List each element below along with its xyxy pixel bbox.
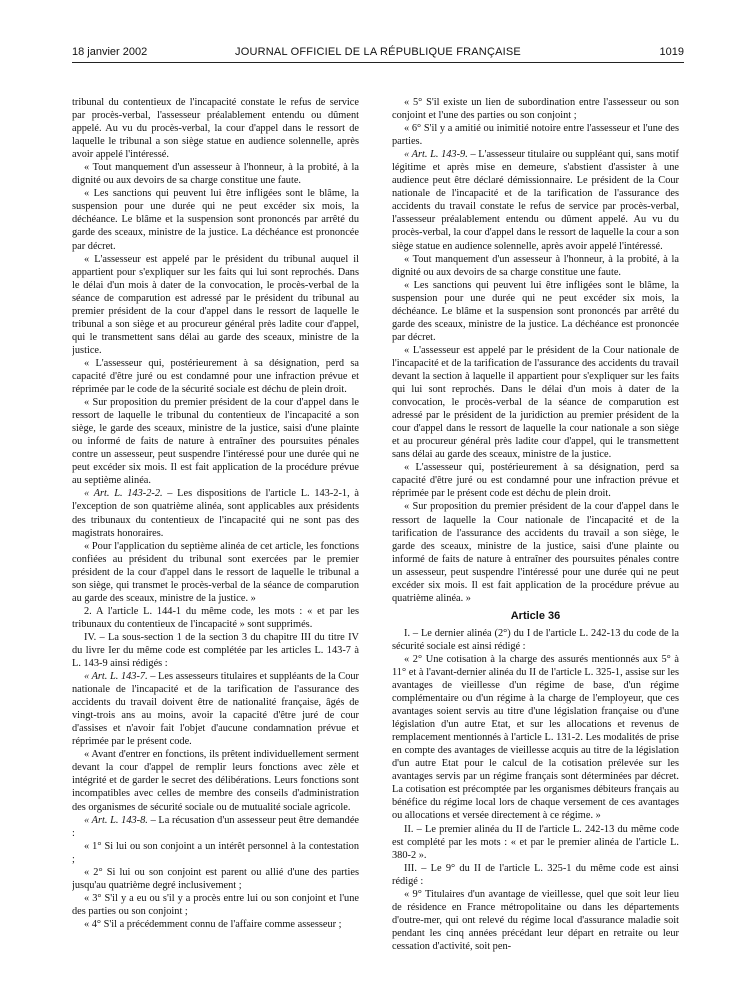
article-reference: « Art. L. 143-7.	[84, 671, 148, 683]
paragraph-text: IV. – La sous-section 1 de la section 3 du chapitre III du titre IV du livre Ier du même code est complétée par les articles L. 143-7 à L. 143-9 ainsi rédigés :	[72, 631, 359, 670]
paragraph-text: « 9° Titulaires d'un avantage de vieillesse, quel que soit leur lieu de résidence en France métropolitaine ou dans les départements d'outre-mer, qui ont relevé du régime local d'assurance maladie soit pendant les cinq années précédant leur départ en retraite ou leur cessation d'activité, soit pen-	[392, 888, 679, 952]
paragraph	[72, 161, 359, 187]
paragraph	[392, 888, 679, 953]
paragraph	[392, 823, 679, 862]
paragraph-text: – Les dispositions de l'article L. 143-2-1, à l'exception de son quatrième alinéa, sont applicables aux présidents des tribunaux du contentieux de l'incapacité qui ne sont pas des magistrats honoraires.	[72, 488, 359, 539]
paragraph	[392, 344, 679, 461]
paragraph-text: « L'assesseur est appelé par le président de la Cour nationale de l'incapacité et de la tarification de l'assurance des accidents du travail devant la section à laquelle il appartient pour s'expliquer sur les faits qui lui sont reprochés. Dans le délai d'un mois à dater de la convocation, le procès-verbal de la séance de comparution est adressé par le président de la juridiction au premier président de la cour d'appel dans le ressort de laquelle la cour nationale a son siège et au procureur général près ladite cour d'appel, qui le transmettent sans délai au garde des sceaux, ministre de la justice.	[392, 344, 679, 461]
article-reference: « Art. L. 143-2-2.	[84, 488, 163, 500]
paragraph-text: I. – Le dernier alinéa (2°) du I de l'article L. 242-13 du code de la sécurité sociale est ainsi rédigé :	[392, 627, 679, 652]
paragraph-text: « Sur proposition du premier président de la cour d'appel dans le ressort de laquelle le tribunal du contentieux de l'incapacité a son siège, le garde des sceaux, ministre de la justice, saisi d'une plainte ou informé de faits de nature à entraîner des poursuites pénales contre un assesseur, peut suspendre l'intéressé pour une durée qui ne peut excéder six mois. Il est fait application de la procédure prévue au septième alinéa.	[72, 397, 359, 487]
header-rule	[72, 62, 684, 63]
paragraph-text: tribunal du contentieux de l'incapacité constate le refus de service par procès-verbal, l'assesseur préalablement entendu ou dûment appelé. Au vu du procès-verbal, la cour d'appel dans le ressort de laquelle le tribunal a son siège statue en audience solennelle, après avoir appelé l'intéressé.	[72, 97, 359, 161]
page-header	[72, 46, 684, 62]
paragraph	[72, 814, 359, 840]
article-reference: « Art. L. 143-9.	[404, 149, 468, 161]
paragraph	[72, 748, 359, 813]
paragraph	[392, 279, 679, 344]
article-reference: « Art. L. 143-8.	[84, 814, 148, 826]
paragraph-text: « 1° Si lui ou son conjoint a un intérêt personnel à la contestation ;	[72, 840, 359, 865]
paragraph-text: « Sur proposition du premier président de la cour d'appel dans le ressort de laquelle la Cour nationale de l'incapacité et de la tarification de l'assurance des accidents du travail a son siège, le garde des sceaux, ministre de la justice, saisi d'une plainte ou informé de faits de nature à entraîner des poursuites pénales contre un assesseur, peut suspendre l'intéressé pour une durée qui ne peut excéder six mois. Il est fait application de la procédure prévue au quatrième alinéa. »	[392, 501, 679, 604]
paragraph-text: « 4° S'il a précédemment connu de l'affaire comme assesseur ;	[84, 918, 342, 930]
paragraph-text: II. – Le premier alinéa du II de l'article L. 242-13 du même code est complété par les mots : « et par le premier alinéa de l'article L. 380-2 ».	[392, 823, 679, 861]
paragraph	[72, 840, 359, 866]
paragraph	[392, 253, 679, 279]
header-date: 18 janvier 2002	[72, 46, 148, 58]
paragraph	[72, 631, 359, 670]
paragraph	[72, 605, 359, 631]
paragraph	[392, 461, 679, 500]
left-column	[72, 96, 359, 986]
paragraph-text: « Les sanctions qui peuvent lui être infligées sont le blâme, la suspension pour une durée qui ne peut excéder six mois, la déchéance. Le blâme et la suspension sont prononcés par arrêté du garde des sceaux, ministre de la justice. La déchéance est prononcée par décret.	[72, 188, 359, 252]
paragraph-text: « Tout manquement d'un assesseur à l'honneur, à la probité, à la dignité ou aux devoirs de sa charge constitue une faute.	[72, 162, 359, 187]
paragraph	[72, 918, 359, 931]
paragraph-text: « Pour l'application du septième alinéa de cet article, les fonctions confiées au président du tribunal sont exercées par le premier président de la cour d'appel dans le ressort de laquelle le tribunal a son siège, qui transmet le procès-verbal de la séance de comparution au garde des sceaux, ministre de la justice. »	[72, 540, 359, 604]
paragraph	[72, 253, 359, 357]
paragraph	[72, 540, 359, 605]
page-number: 1019	[659, 46, 684, 58]
paragraph	[392, 122, 679, 148]
paragraph	[72, 866, 359, 892]
paragraph-text: « L'assesseur qui, postérieurement à sa désignation, perd sa capacité d'être juré ou est condamné pour une infraction prévue et réprimée par le présent code est déchu de plein droit.	[392, 462, 679, 500]
paragraph	[392, 627, 679, 653]
paragraph-text: III. – Le 9° du II de l'article L. 325-1 du même code est ainsi rédigé :	[392, 862, 679, 887]
paragraph-text: « 2° Une cotisation à la charge des assurés mentionnés aux 5° à 11° et à l'avant-dernier alinéa du II de l'article L. 325-1, assise sur les avantages de vieillesse d'un régime de base, d'un régime complémentaire ou d'un régime à la charge de l'employeur, que ces avantages soient servis au titre d'une législation française ou d'une législation d'un autre Etat, et sur les allocations et revenus de remplacement mentionnés à l'article L. 131-2. Les modalités de prise en compte des avantages de vieillesse acquis au titre de la législation d'un autre Etat pour le calcul de la cotisation prélevée sur les avantages servis par un régime français sont déterminées par décret. La cotisation est précomptée par les organismes débiteurs français au bénéfice du régime local lors de chaque versement de ces avantages ou allocations et versée directement à ce régime. »	[392, 653, 679, 822]
paragraph	[72, 892, 359, 918]
paragraph-text: « 2° Si lui ou son conjoint est parent ou allié d'une des parties jusqu'au quatrième degré inclusivement ;	[72, 866, 359, 891]
paragraph	[72, 487, 359, 539]
paragraph-text: « 3° S'il y a eu ou s'il y a procès entre lui ou son conjoint et l'une des parties ou son conjoint ;	[72, 892, 359, 917]
paragraph-text: « Avant d'entrer en fonctions, ils prêtent individuellement serment devant la cour d'appel de remplir leurs fonctions avec zèle et intégrité et de garder le secret des délibérations. Leurs fonctions sont incompatibles avec celles de membre des conseils d'administration des organismes de sécurité sociale ou de mutualité sociale agricole.	[72, 749, 359, 813]
paragraph	[392, 862, 679, 888]
paragraph	[392, 653, 679, 823]
paragraph-text: « Tout manquement d'un assesseur à l'honneur, à la probité, à la dignité ou aux devoirs de sa charge constitue une faute.	[392, 253, 679, 278]
paragraph-text: – La récusation d'un assesseur peut être demandée :	[72, 814, 359, 839]
paragraph	[72, 396, 359, 487]
paragraph	[72, 96, 359, 161]
paragraph-text: « Les sanctions qui peuvent lui être infligées sont le blâme, la suspension pour une durée qui ne peut excéder six mois, la déchéance. Le blâme et la suspension sont prononcés par arrêté du garde des sceaux, ministre de la justice. La déchéance est prononcée par décret.	[392, 279, 679, 343]
paragraph-text: « L'assesseur est appelé par le président du tribunal auquel il appartient pour s'expliquer sur les faits qui lui sont reprochés. Dans le délai d'un mois à dater de la convocation, le procès-verbal de la séance de comparution est adressé par le président du tribunal au premier président de la cour d'appel dans le ressort de laquelle le tribunal a son siège et au procureur général près ladite cour d'appel, qui le transmettent sans délai au garde des sceaux, ministre de la justice.	[72, 253, 359, 356]
paragraph-text: « L'assesseur qui, postérieurement à sa désignation, perd sa capacité d'être juré ou est condamné pour une infraction prévue et réprimée par le code de la sécurité sociale est déchu de plein droit.	[72, 357, 359, 396]
right-column	[392, 96, 679, 986]
journal-title: JOURNAL OFFICIEL DE LA RÉPUBLIQUE FRANÇAISE	[235, 46, 521, 58]
paragraph-text: 2. A l'article L. 144-1 du même code, les mots : « et par les tribunaux du contentieux de l'incapacité » sont supprimés.	[72, 605, 359, 630]
paragraph	[72, 357, 359, 396]
paragraph-text: – Les assesseurs titulaires et suppléants de la Cour nationale de l'incapacité et de la tarification de l'assurance des accidents du travail doivent être de nationalité française, âgés de vingt-trois ans au moins, avoir la capacité d'être juré de cour d'assises et n'avoir fait l'objet d'aucune condamnation prévue et réprimée par le présent code.	[72, 671, 359, 748]
paragraph	[392, 96, 679, 122]
paragraph-text: « 6° S'il y a amitié ou inimitié notoire entre l'assesseur et l'une des parties.	[392, 123, 679, 148]
paragraph	[392, 148, 679, 252]
paragraph	[392, 500, 679, 604]
paragraph	[72, 670, 359, 748]
paragraph	[72, 187, 359, 252]
paragraph-text: – L'assesseur titulaire ou suppléant qui, sans motif légitime et après mise en demeure, s'abstient d'assister à une audience peut être déclaré démissionnaire. Le président de la Cour nationale de l'incapacité et de la tarification de l'assurance des accidents du travail constate le refus de service par procès-verbal, l'assesseur préalablement entendu ou dûment appelé. Au vu du procès-verbal, la cour d'appel dans le ressort de laquelle la cour a son siège statue en audience solennelle, après avoir appelé l'intéressé.	[392, 149, 679, 252]
article-heading: Article 36	[510, 609, 561, 622]
paragraph-text: « 5° S'il existe un lien de subordination entre l'assesseur ou son conjoint et l'une des parties ou son conjoint ;	[392, 97, 679, 122]
